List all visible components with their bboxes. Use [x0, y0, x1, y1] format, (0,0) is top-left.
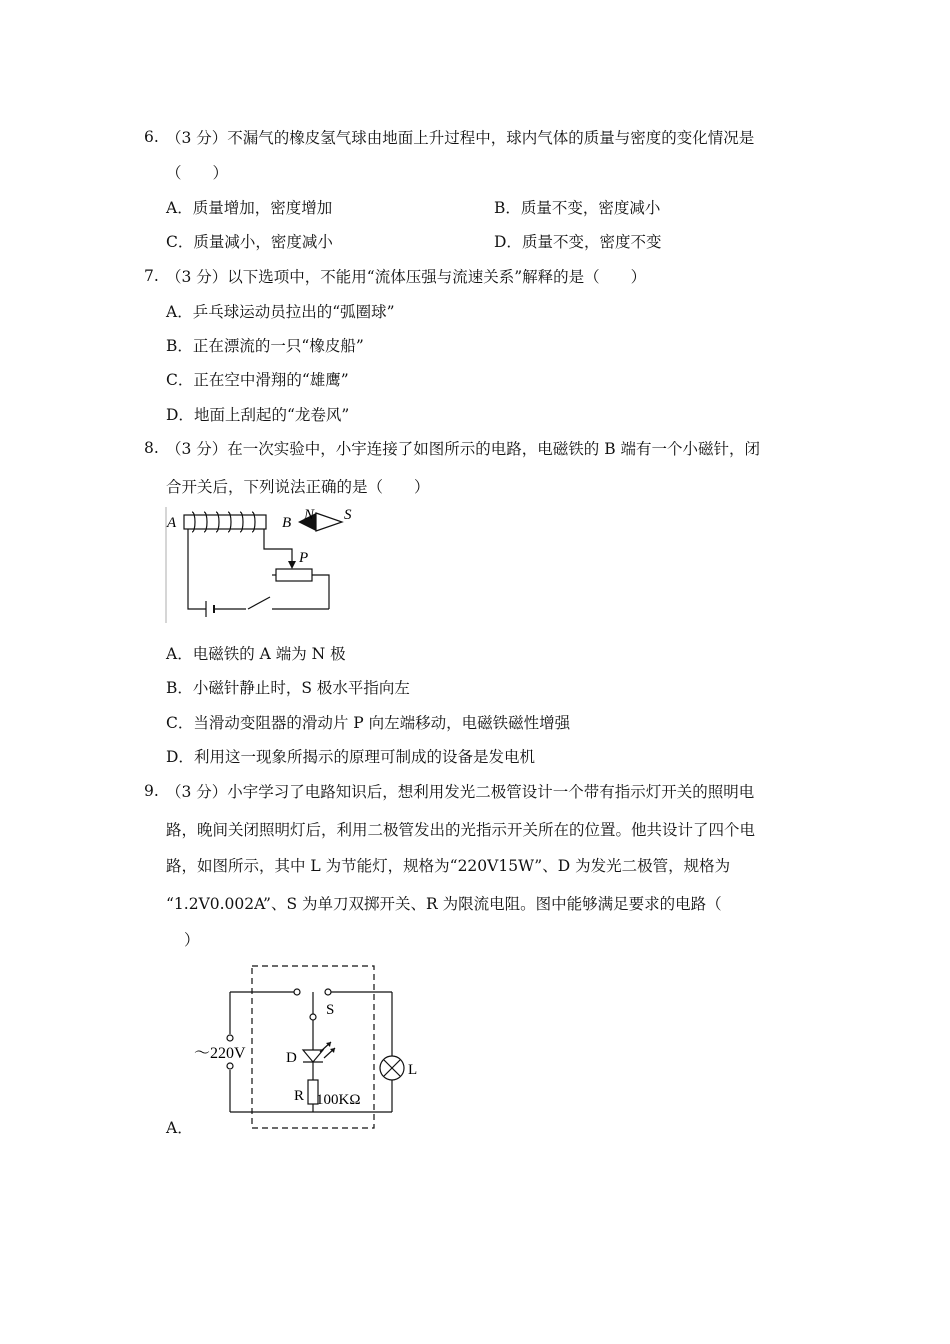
question-7-option-d[interactable] — [166, 405, 349, 425]
option-label: C． — [166, 233, 194, 251]
question-9-stem-line-4: “1.2V0.002A”、S 为单刀双掷开关、R 为限流电阻。图中能够满足要求的电路（ — [166, 895, 722, 913]
question-8-stem-line-2: 合开关后，下列说法正确的是（ ） — [166, 478, 430, 496]
option-text: 当滑动变阻器的滑动片 P 向左端移动，电磁铁磁性增强 — [193, 714, 571, 732]
question-6-option-b[interactable] — [494, 198, 660, 218]
figure-label-resistor: R — [294, 1088, 305, 1104]
option-label: B． — [166, 337, 193, 355]
figure-label-lamp: L — [408, 1062, 418, 1078]
option-label: C． — [166, 714, 194, 732]
option-label: A． — [166, 645, 193, 663]
option-text: 小磁针静止时，S 极水平指向左 — [192, 679, 410, 697]
option-label: D． — [166, 748, 194, 766]
figure-label-s: S — [344, 507, 352, 523]
compass-needle-south-icon — [316, 513, 342, 531]
question-6-stem-line-1: （3 分）不漏气的橡皮氢气球由地面上升过程中，球内气体的质量与密度的变化情况是 — [166, 129, 755, 147]
option-text: 质量不变，密度减小 — [520, 199, 661, 217]
figure-label-voltage: ～220V — [194, 1045, 246, 1062]
option-text: 正在空中滑翔的“雄鹰” — [193, 371, 349, 389]
question-7-option-b[interactable] — [166, 336, 364, 356]
question-9-stem-line-5: ） — [184, 931, 200, 949]
question-6-stem-line-2: （ ） — [166, 164, 229, 182]
question-7-option-a[interactable] — [166, 302, 395, 322]
figure-label-b: B — [282, 515, 292, 531]
question-8-number: 8. — [144, 439, 159, 457]
figure-label-p: P — [299, 550, 309, 566]
option-text: 利用这一现象所揭示的原理可制成的设备是发电机 — [193, 748, 535, 766]
slider-arrow-icon — [288, 561, 296, 569]
question-9-option-a-label[interactable]: A． — [166, 1119, 193, 1137]
option-label: A． — [166, 199, 193, 217]
figure-label-diode: D — [286, 1050, 297, 1066]
option-text: 电磁铁的 A 端为 N 极 — [192, 645, 346, 663]
led-indicator-circuit-a-figure — [190, 962, 420, 1132]
question-8-option-a[interactable] — [166, 644, 346, 664]
option-text: 质量增加，密度增加 — [192, 199, 333, 217]
option-label: A． — [166, 303, 193, 321]
option-text: 地面上刮起的“龙卷风” — [193, 406, 350, 424]
question-7-option-c[interactable] — [166, 370, 349, 390]
option-label: C． — [166, 371, 194, 389]
question-6-number: 6. — [144, 128, 159, 146]
option-text: 质量不变，密度不变 — [521, 233, 662, 251]
question-9-stem-line-2: 路，晚间关闭照明灯后，利用二极管发出的光指示开关所在的位置。他共设计了四个电 — [166, 821, 756, 839]
option-label: B． — [166, 679, 193, 697]
question-9-number: 9. — [144, 782, 159, 800]
figure-label-resistance: 100KΩ — [316, 1092, 361, 1108]
option-label: D． — [494, 233, 522, 251]
option-text: 乒乓球运动员拉出的“弧圈球” — [192, 303, 395, 321]
question-8-option-c[interactable] — [166, 713, 570, 733]
figure-label-a: A — [167, 515, 177, 531]
figure-label-n: N — [304, 507, 315, 523]
option-text: 质量减小，密度减小 — [193, 233, 333, 251]
option-label: D． — [166, 406, 194, 424]
question-9-stem-line-1: （3 分）小宇学习了电路知识后，想利用发光二极管设计一个带有指示灯开关的照明电 — [166, 783, 755, 801]
question-7-number: 7. — [144, 267, 159, 285]
question-8-stem-line-1: （3 分）在一次实验中，小宇连接了如图所示的电路，电磁铁的 B 端有一个小磁针，闭 — [166, 440, 761, 458]
option-label: B． — [494, 199, 521, 217]
option-text: 正在漂流的一只“橡皮船” — [192, 337, 364, 355]
question-8-option-b[interactable] — [166, 678, 410, 698]
question-6-option-d[interactable] — [494, 232, 661, 252]
question-9-stem-line-3: 路，如图所示，其中 L 为节能灯，规格为“220V15W”、D 为发光二极管，规格为 — [166, 857, 731, 875]
question-6-option-a[interactable] — [166, 198, 332, 218]
figure-label-switch: S — [326, 1002, 335, 1018]
question-8-option-d[interactable] — [166, 747, 535, 767]
question-7-stem-line-1: （3 分）以下选项中，不能用“流体压强与流速关系”解释的是（ ） — [166, 268, 647, 286]
question-6-option-c[interactable] — [166, 232, 333, 252]
electromagnet-circuit-figure — [164, 505, 364, 627]
